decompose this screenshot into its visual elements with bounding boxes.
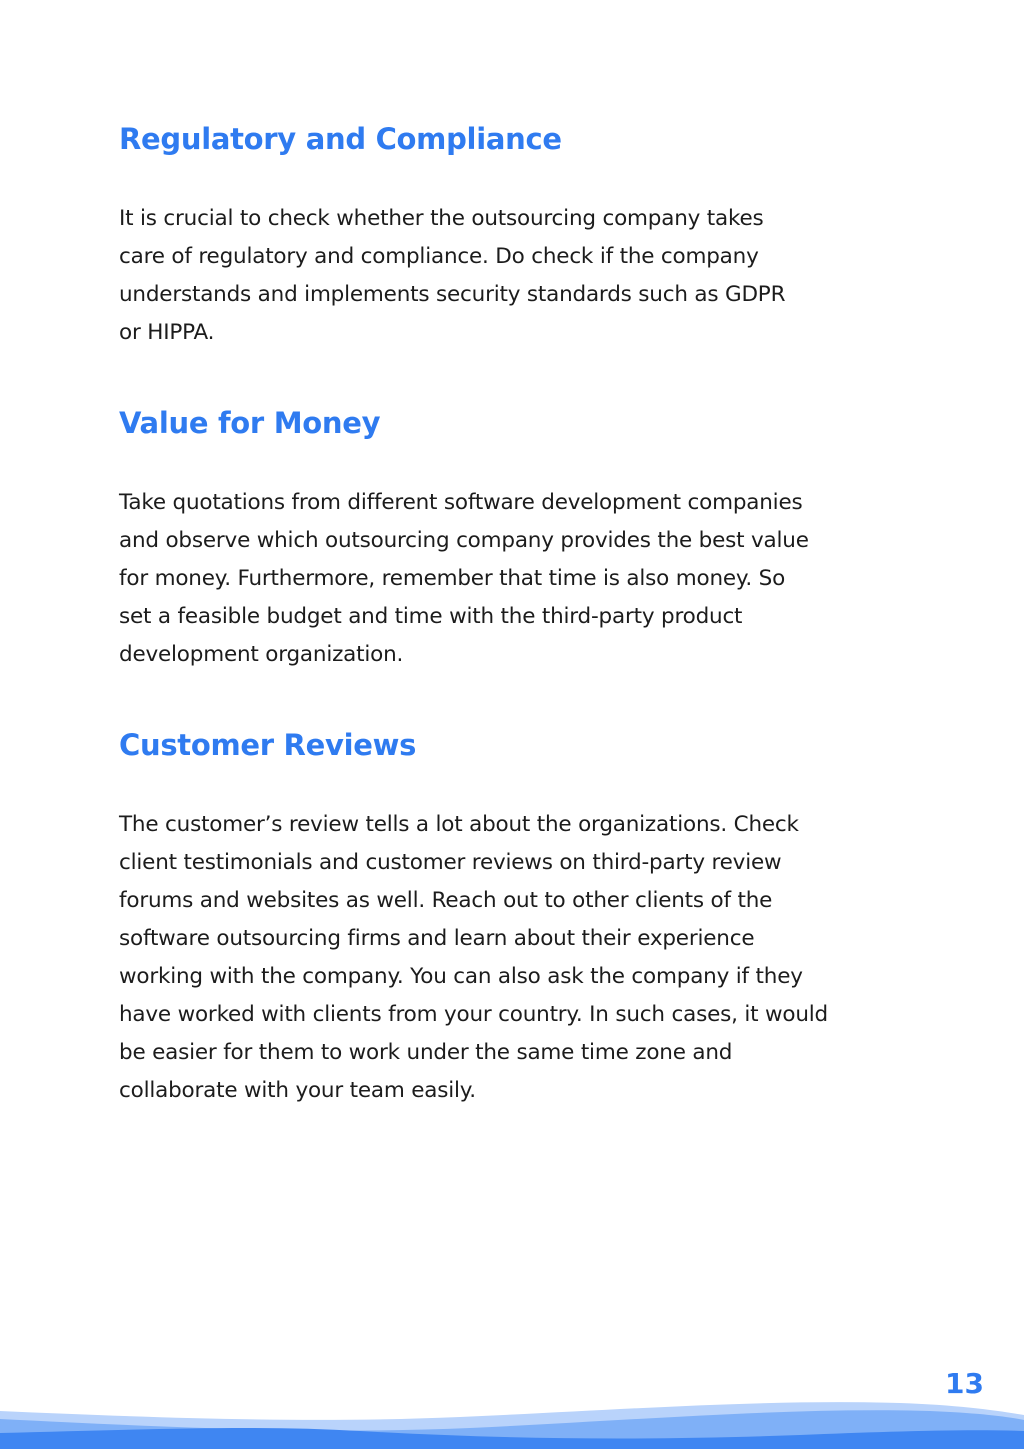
paragraph-line: Take quotations from different software development companies [119, 490, 803, 515]
paragraph-line: understands and implements security standards such as GDPR [119, 282, 786, 307]
paragraph-line: set a feasible budget and time with the third-party product [119, 604, 743, 629]
paragraph-line: It is crucial to check whether the outsourcing company takes [119, 206, 764, 231]
paragraph-line: client testimonials and customer reviews on third-party review [119, 850, 782, 875]
section-heading: Regulatory and Compliance [119, 122, 562, 156]
section-paragraph [119, 806, 828, 1110]
section-heading: Customer Reviews [119, 728, 417, 762]
paragraph-line: working with the company. You can also ask the company if they [119, 964, 803, 989]
paragraph-line: care of regulatory and compliance. Do check if the company [119, 244, 759, 269]
section-value-for-money [119, 402, 809, 674]
paragraph-line: have worked with clients from your country. In such cases, it would [119, 1002, 828, 1027]
page-number: 13 [945, 1367, 984, 1400]
section-regulatory-compliance [119, 118, 785, 352]
section-paragraph [119, 484, 809, 674]
paragraph-line: for money. Furthermore, remember that time is also money. So [119, 566, 786, 591]
paragraph-line: or HIPPA. [119, 320, 215, 345]
paragraph-line: forums and websites as well. Reach out to other clients of the [119, 888, 773, 913]
section-paragraph [119, 200, 785, 352]
section-customer-reviews [119, 724, 828, 1110]
section-heading: Value for Money [119, 406, 381, 440]
paragraph-line: The customer’s review tells a lot about the organizations. Check [119, 812, 799, 837]
paragraph-line: software outsourcing firms and learn about their experience [119, 926, 755, 951]
paragraph-line: collaborate with your team easily. [119, 1078, 476, 1103]
footer-wave-decoration [0, 1389, 1024, 1449]
paragraph-line: and observe which outsourcing company provides the best value [119, 528, 809, 553]
paragraph-line: development organization. [119, 642, 404, 667]
paragraph-line: be easier for them to work under the same time zone and [119, 1040, 733, 1065]
